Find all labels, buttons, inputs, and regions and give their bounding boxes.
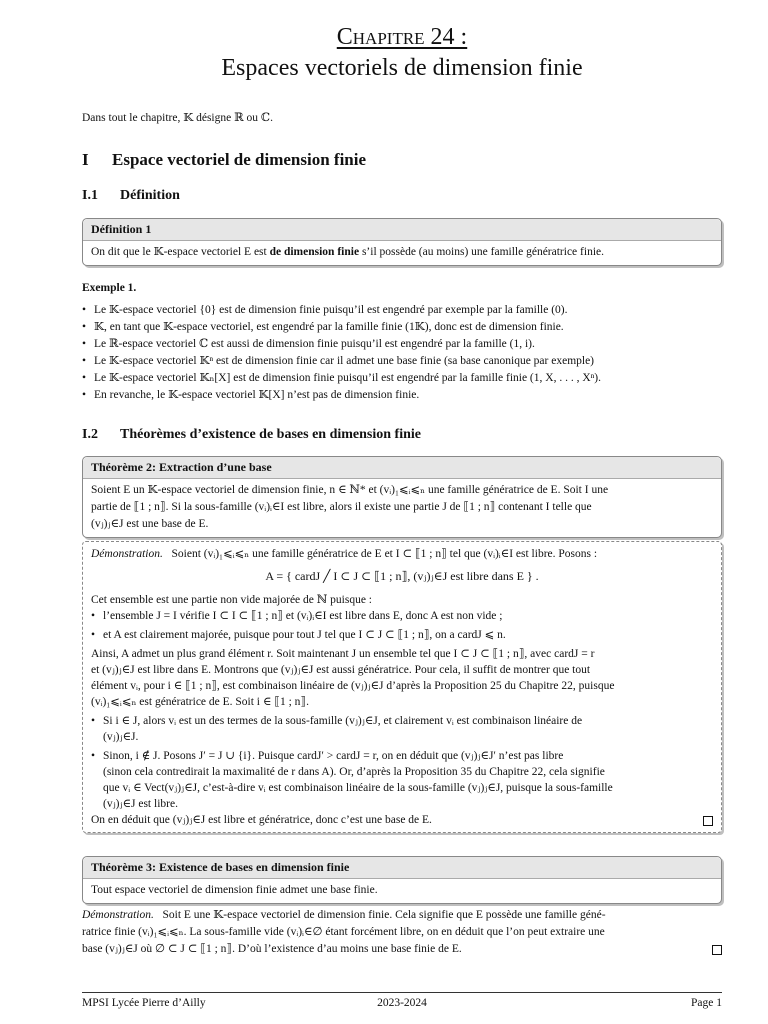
text-line: Ainsi, A admet un plus grand élément r. Soit maintenant J un ensemble tel que I ⊂ J ⊂ ⟦1 ; n⟧, avec cardJ = r xyxy=(91,648,595,660)
proof-paragraph xyxy=(91,646,713,710)
list-item xyxy=(91,748,713,812)
example-list xyxy=(82,302,722,404)
theorem-body xyxy=(83,479,721,537)
page-footer xyxy=(82,997,722,1013)
definition-box xyxy=(82,218,722,266)
section-heading xyxy=(82,150,366,170)
proof-body xyxy=(83,542,721,832)
text-line: (vⱼ)ⱼ∈J. xyxy=(103,731,139,743)
list-item: • et A est clairement majorée, puisque pour tout J tel que I ⊂ J ⊂ ⟦1 ; n⟧, on a cardJ ⩽ n. xyxy=(91,627,713,643)
text-line: On en déduit que (vⱼ)ⱼ∈J est libre et génératrice, donc c’est une base de E. xyxy=(91,814,432,826)
proof-3 xyxy=(82,907,722,958)
text-line: Soient (vᵢ)₁⩽ᵢ⩽ₙ une famille génératrice de E et I ⊂ ⟦1 ; n⟧ tel que (vᵢ)ᵢ∈I est libre. Posons : xyxy=(171,548,598,560)
list-item: • 𝕂, en tant que 𝕂-espace vectoriel, est engendré par la famille finie (1𝕂), donc est de dimension finie. xyxy=(82,319,722,336)
theorem-body: Tout espace vectoriel de dimension finie admet une base finie. xyxy=(91,884,378,896)
theorem-box-3 xyxy=(82,856,722,904)
proof-label: Démonstration. xyxy=(82,909,154,921)
theorem-title: Théorème 2: Extraction d’une base xyxy=(83,457,721,479)
example-title: Exemple 1. xyxy=(82,282,137,294)
proof-first-line xyxy=(91,546,713,562)
footer-rule xyxy=(82,992,722,993)
definition-text-pre: On dit que le 𝕂-espace vectoriel E est xyxy=(91,246,270,258)
list-item: • Le 𝕂-espace vectoriel 𝕂ⁿ est de dimension finie car il admet une base finie (sa base canonique par exemple) xyxy=(82,353,722,370)
text-line: (sinon cela contredirait la maximalité de r dans A). Or, d’après la Proposition 35 du Chapitre 22, cela signifie xyxy=(103,766,605,778)
subsection-title: Théorèmes d’existence de bases en dimension finie xyxy=(120,427,421,442)
subsection-title: Définition xyxy=(120,188,180,203)
definition-body xyxy=(83,241,721,265)
text-line: Cet ensemble est une partie non vide majorée de ℕ puisque : xyxy=(91,594,372,606)
text-line: • Si i ∈ J, alors vᵢ est un des termes de la sous-famille (vⱼ)ⱼ∈J, et clairement vᵢ est combinaison linéaire de xyxy=(103,715,583,727)
proof-first-line xyxy=(82,907,722,924)
text-line: partie de ⟦1 ; n⟧. Si la sous-famille (vᵢ)ᵢ∈I est libre, alors il existe une partie J de ⟦1 ; n⟧ contenant I telle que xyxy=(91,501,592,513)
text-line: base (vⱼ)ⱼ∈J où ∅ ⊂ J ⊂ ⟦1 ; n⟧. D’où l’existence d’au moins une base finie de E. xyxy=(82,943,462,955)
subsection-number: I.2 xyxy=(82,427,98,442)
text-line: Soient E un 𝕂-espace vectoriel de dimension finie, n ∈ ℕ* et (vᵢ)₁⩽ᵢ⩽ₙ une famille génératrice de E. Soit I une xyxy=(91,484,609,496)
chapter-title: Espaces vectoriels de dimension finie xyxy=(221,55,583,81)
text-line: (vⱼ)ⱼ∈J est libre. xyxy=(103,798,178,810)
list-item: • Le 𝕂-espace vectoriel {0} est de dimension finie puisqu’il est engendré par exemple par la famille (0). xyxy=(82,302,722,319)
list-item xyxy=(91,713,713,745)
section-number: I xyxy=(82,150,89,169)
qed-square-icon xyxy=(703,816,713,826)
formula: A = { cardJ ╱ I ⊂ J ⊂ ⟦1 ; n⟧, (vⱼ)ⱼ∈J est libre dans E } . xyxy=(265,569,539,583)
proof-conclusion xyxy=(82,941,722,958)
footer-page-number: Page 1 xyxy=(691,997,722,1009)
intro-text: Dans tout le chapitre, 𝕂 désigne ℝ ou ℂ. xyxy=(82,112,273,124)
definition-text-post: s’il possède (au moins) une famille génératrice finie. xyxy=(359,246,604,258)
proof-box xyxy=(82,541,722,833)
theorem-box-2 xyxy=(82,456,722,538)
list-item: • Le 𝕂-espace vectoriel 𝕂ₙ[X] est de dimension finie puisqu’il est engendré par la famille finie (1, X, . . . , Xⁿ). xyxy=(82,370,722,387)
list-item: • l’ensemble J = I vérifie I ⊂ I ⊂ ⟦1 ; n⟧ et (vᵢ)ᵢ∈I est libre dans E, donc A est non vide ; xyxy=(91,608,713,624)
text-line: que vᵢ ∈ Vect(vⱼ)ⱼ∈J, c’est-à-dire vᵢ est combinaison linéaire de la sous-famille (vⱼ)ⱼ∈J, puisque la sous-famille xyxy=(103,782,613,794)
text-line: (vᵢ)₁⩽ᵢ⩽ₙ est génératrice de E. Soit i ∈ ⟦1 ; n⟧. xyxy=(91,696,309,708)
footer-left: MPSI Lycée Pierre d’Ailly xyxy=(82,997,206,1009)
subsection-heading-2 xyxy=(82,427,421,443)
theorem-title: Théorème 3: Existence de bases en dimension finie xyxy=(83,857,721,879)
text-line: • Sinon, i ∉ J. Posons J′ = J ∪ {i}. Puisque cardJ′ > cardJ = r, on en déduit que (vⱼ)ⱼ∈J′ n’est pas libre xyxy=(103,750,564,762)
text-line: et (vⱼ)ⱼ∈J est libre dans E. Montrons que (vⱼ)ⱼ∈J est aussi génératrice. Pour cela, il suffit de montrer que tout xyxy=(91,664,591,676)
subsection-number: I.1 xyxy=(82,188,98,203)
qed-square-icon xyxy=(712,945,722,955)
list-item: • En revanche, le 𝕂-espace vectoriel 𝕂[X] n’est pas de dimension finie. xyxy=(82,387,722,404)
list-item: • Le ℝ-espace vectoriel ℂ est aussi de dimension finie puisqu’il est engendré par la famille (1, i). xyxy=(82,336,722,353)
proof-label: Démonstration. xyxy=(91,548,163,560)
text-line: élément vᵢ, pour i ∈ ⟦1 ; n⟧, est combinaison linéaire de (vⱼ)ⱼ∈J d’après la Proposition 25 du Chapitre 22, puisque xyxy=(91,680,615,692)
section-title: Espace vectoriel de dimension finie xyxy=(112,150,367,169)
definition-bold-term: de dimension finie xyxy=(269,246,360,258)
proof-conclusion xyxy=(91,812,713,828)
text-line: ratrice finie (vᵢ)₁⩽ᵢ⩽ₙ. La sous-famille vide (vᵢ)ᵢ∈∅ étant forcément libre, on en déduit que l’on peut extraire une xyxy=(82,926,605,938)
chapter-number: Chapitre 24 : xyxy=(336,24,468,50)
footer-center: 2023-2024 xyxy=(377,997,427,1009)
definition-title: Définition 1 xyxy=(83,219,721,241)
text-line: Soit E une 𝕂-espace vectoriel de dimension finie. Cela signifie que E possède une famille géné- xyxy=(162,909,606,921)
text-line: (vⱼ)ⱼ∈J est une base de E. xyxy=(91,518,209,530)
subsection-heading-1 xyxy=(82,188,180,204)
